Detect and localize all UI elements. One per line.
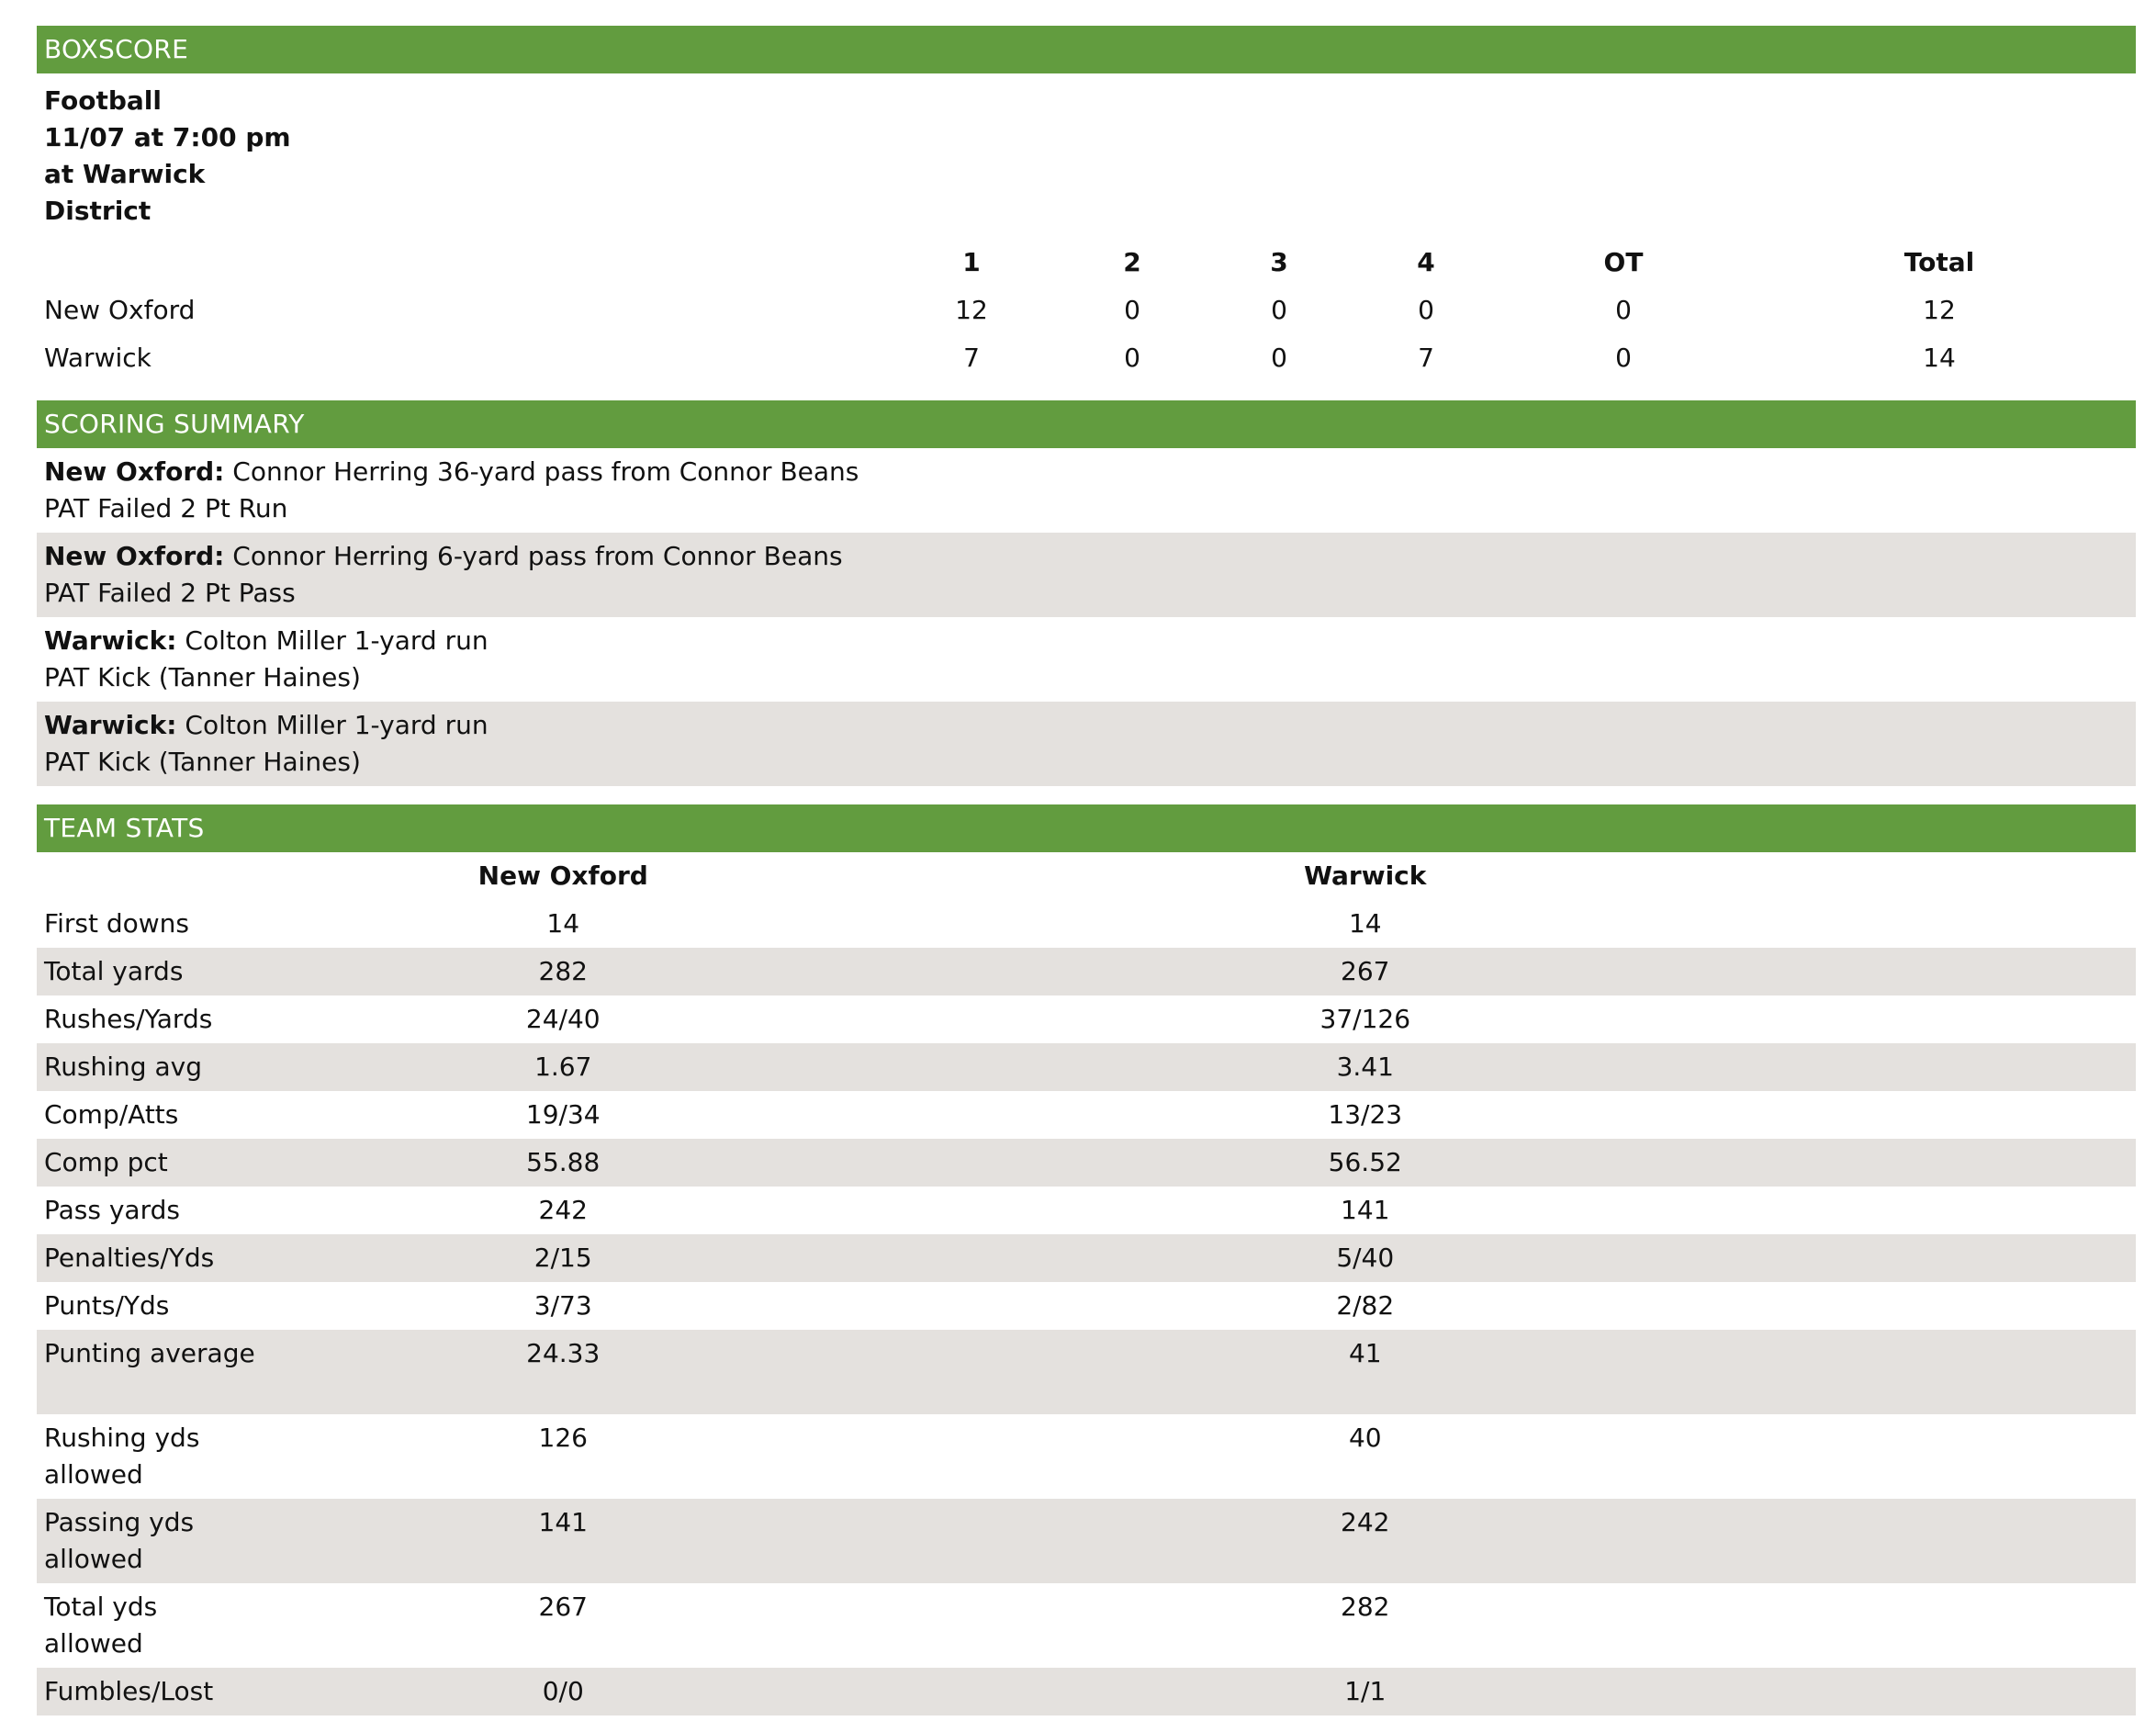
team-stats-header-row [37, 852, 2136, 900]
scoring-item [37, 448, 2136, 533]
stat-value-warwick: 1/1 [870, 1668, 2136, 1715]
game-datetime: 11/07 at 7:00 pm [44, 122, 291, 152]
stat-label: Fumbles/Lost [37, 1668, 256, 1715]
stat-value-new-oxford: 242 [538, 1195, 588, 1225]
scoring-play: Colton Miller 1-yard run [185, 625, 488, 656]
stat-row [37, 1414, 2136, 1499]
stat-value-warwick: 56.52 [870, 1139, 2136, 1187]
game-type: District [44, 196, 152, 226]
linescore-team-header [37, 239, 889, 287]
boxscore-header: BOXSCORE [37, 26, 2136, 73]
stat-row [37, 1282, 2136, 1330]
stat-label: Comp/Atts [44, 1099, 179, 1130]
stat-value-new-oxford: 1.67 [256, 1043, 870, 1091]
scoring-team: Warwick: [44, 625, 177, 656]
team-stats-header: TEAM STATS [37, 804, 2136, 852]
stat-value-warwick: 242 [870, 1499, 2136, 1583]
scoring-summary-list [37, 448, 2136, 786]
stat-value-new-oxford: 126 [538, 1423, 588, 1453]
linescore-score: 0 [1271, 295, 1287, 325]
stat-value-warwick: 3.41 [870, 1043, 2136, 1091]
stat-value-new-oxford: 141 [256, 1499, 870, 1583]
linescore-total: 14 [1923, 343, 1956, 373]
stat-value-new-oxford: 267 [538, 1592, 588, 1622]
scoring-play: Colton Miller 1-yard run [185, 710, 488, 740]
stat-value-warwick: 267 [870, 948, 2136, 995]
period-header-total: Total [1903, 247, 1975, 277]
scoring-team: New Oxford: [44, 456, 225, 487]
period-header-2: 2 [1123, 247, 1141, 277]
stat-value-warwick: 14 [1348, 908, 1382, 939]
linescore-score: 7 [963, 343, 980, 373]
game-sport: Football [44, 85, 162, 116]
game-location: at Warwick [44, 159, 206, 189]
stat-value-new-oxford: 282 [256, 948, 870, 995]
stat-value-warwick: 40 [1348, 1423, 1382, 1453]
stat-value-new-oxford: 24.33 [256, 1330, 870, 1414]
stat-row [37, 1583, 2136, 1668]
linescore-header-row [37, 239, 2136, 287]
scoring-item [37, 702, 2136, 786]
stat-value-new-oxford: 0/0 [256, 1668, 870, 1715]
stat-value-new-oxford: 2/15 [256, 1234, 870, 1282]
stat-value-warwick: 41 [870, 1330, 2136, 1414]
scoring-pat: PAT Failed 2 Pt Run [44, 493, 288, 523]
stat-row [37, 1091, 2136, 1139]
stat-row [37, 900, 2136, 948]
stat-label: Rushes/Yards [44, 1004, 213, 1034]
boxscore-page [37, 26, 2136, 1715]
stat-label: Punts/Yds [44, 1290, 170, 1321]
stat-row [37, 948, 2136, 995]
stat-value-new-oxford: 19/34 [525, 1099, 601, 1130]
stat-label: Total yds allowed [44, 1592, 158, 1659]
scoring-item [37, 533, 2136, 617]
scoring-team: Warwick: [44, 710, 177, 740]
team-column-header-new-oxford: New Oxford [477, 860, 648, 891]
scoring-pat: PAT Kick (Tanner Haines) [44, 662, 361, 692]
linescore-score: 12 [955, 295, 988, 325]
stat-value-warwick: 37/126 [1319, 1004, 1411, 1034]
period-header-4: 4 [1417, 247, 1435, 277]
stat-value-warwick: 2/82 [1336, 1290, 1395, 1321]
stat-row [37, 1043, 2136, 1091]
stat-row [37, 1668, 2136, 1715]
stat-row [37, 1187, 2136, 1234]
team-column-header-warwick: Warwick [1304, 860, 1427, 891]
scoring-item [37, 617, 2136, 702]
stat-label: First downs [44, 908, 189, 939]
linescore-score: 0 [1124, 343, 1140, 373]
stat-label: Passing yds allowed [37, 1499, 256, 1583]
stat-value-new-oxford: 24/40 [525, 1004, 601, 1034]
linescore-table [37, 239, 2136, 382]
stat-label: Rushing avg [37, 1043, 256, 1091]
linescore-total: 12 [1923, 295, 1956, 325]
period-header-ot: OT [1603, 247, 1644, 277]
scoring-team: New Oxford: [44, 541, 225, 571]
stat-row [37, 1330, 2136, 1414]
stat-value-warwick: 5/40 [870, 1234, 2136, 1282]
stat-label: Punting average [37, 1330, 256, 1414]
linescore-score: 0 [1271, 343, 1287, 373]
period-header-3: 3 [1270, 247, 1288, 277]
stat-label: Penalties/Yds [37, 1234, 256, 1282]
linescore-score: 0 [1124, 295, 1140, 325]
scoring-pat: PAT Failed 2 Pt Pass [44, 578, 296, 608]
team-stats-table [37, 852, 2136, 1715]
scoring-play: Connor Herring 6-yard pass from Connor Beans [232, 541, 843, 571]
stat-row [37, 1234, 2136, 1282]
linescore-row-new-oxford [37, 287, 2136, 334]
stat-label: Pass yards [44, 1195, 180, 1225]
linescore-row-warwick [37, 334, 2136, 382]
linescore-score: 7 [1418, 343, 1434, 373]
linescore-score: 0 [1418, 295, 1434, 325]
linescore-score: 0 [1615, 295, 1632, 325]
stat-label-header [37, 852, 256, 900]
game-info [37, 73, 2136, 230]
stat-label: Total yards [37, 948, 256, 995]
stat-value-new-oxford: 55.88 [256, 1139, 870, 1187]
scoring-pat: PAT Kick (Tanner Haines) [44, 747, 361, 777]
linescore-score: 0 [1615, 343, 1632, 373]
period-header-1: 1 [962, 247, 981, 277]
scoring-summary-header: SCORING SUMMARY [37, 400, 2136, 448]
stat-row [37, 1499, 2136, 1583]
stat-value-warwick: 282 [1341, 1592, 1390, 1622]
stat-label: Rushing yds allowed [44, 1423, 200, 1490]
stat-value-new-oxford: 3/73 [533, 1290, 592, 1321]
stat-value-warwick: 13/23 [1328, 1099, 1403, 1130]
stat-row [37, 1139, 2136, 1187]
linescore-team-name: New Oxford [44, 295, 196, 325]
stat-value-warwick: 141 [1341, 1195, 1390, 1225]
linescore-team-name: Warwick [44, 343, 152, 373]
scoring-play: Connor Herring 36-yard pass from Connor Beans [232, 456, 859, 487]
stat-label: Comp pct [37, 1139, 256, 1187]
stat-value-new-oxford: 14 [546, 908, 580, 939]
stat-row [37, 995, 2136, 1043]
